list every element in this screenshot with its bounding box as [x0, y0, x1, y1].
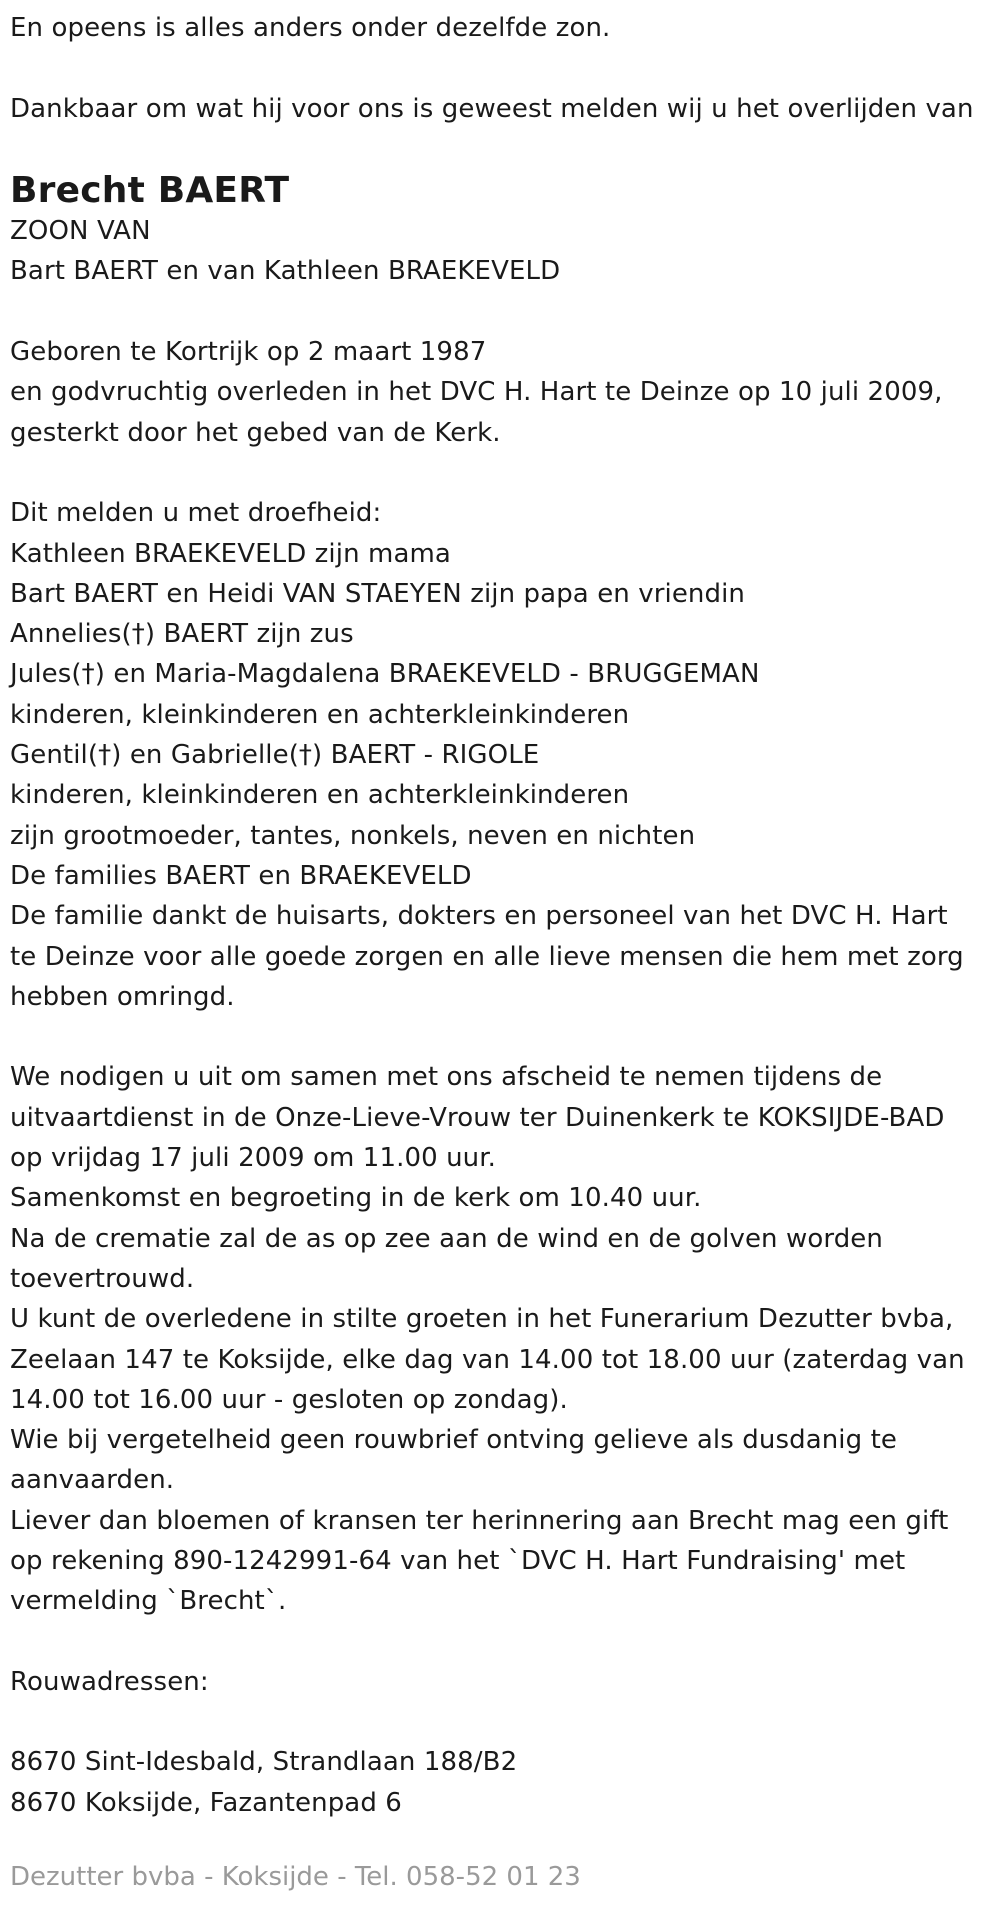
spacer	[10, 292, 990, 332]
service-line: We nodigen u uit om samen met ons afscheid te nemen tijdens de	[10, 1062, 883, 1093]
birth-death-line: en godvruchtig overleden in het DVC H. Hart te Deinze op 10 juli 2009,	[10, 377, 943, 408]
family-line: hebben omringd.	[10, 981, 235, 1012]
family-line: zijn grootmoeder, tantes, nonkels, neven en nichten	[10, 820, 696, 851]
address-item: 8670 Koksijde, Fazantenpad 6	[10, 1787, 402, 1818]
service-line: uitvaartdienst in de Onze-Lieve-Vrouw ter Duinenkerk te KOKSIJDE-BAD	[10, 1102, 945, 1133]
family-line: kinderen, kleinkinderen en achterkleinkinderen	[10, 699, 630, 730]
family-line: kinderen, kleinkinderen en achterkleinkinderen	[10, 780, 630, 811]
spacer	[10, 1622, 990, 1662]
service-line: U kunt de overledene in stilte groeten in het Funerarium Dezutter bvba,	[10, 1304, 954, 1335]
service-line: Wie bij vergetelheid geen rouwbrief ontving gelieve als dusdanig te	[10, 1425, 897, 1456]
service-line: Liever dan bloemen of kransen ter herinnering aan Brecht mag een gift	[10, 1505, 949, 1536]
deceased-parents: Bart BAERT en van Kathleen BRAEKEVELD	[10, 256, 561, 287]
spacer	[10, 129, 990, 169]
family-line: te Deinze voor alle goede zorgen en alle lieve mensen die hem met zorg	[10, 941, 964, 972]
addresses-heading: Rouwadressen:	[10, 1666, 209, 1697]
service-line: Zeelaan 147 te Koksijde, elke dag van 14.00 tot 18.00 uur (zaterdag van	[10, 1344, 965, 1375]
spacer	[10, 1017, 990, 1057]
family-line: Gentil(†) en Gabrielle(†) BAERT - RIGOLE	[10, 740, 540, 771]
service-line: vermelding `Brecht`.	[10, 1586, 287, 1617]
deceased-relation: ZOON VAN	[10, 216, 151, 247]
family-line: Bart BAERT en Heidi VAN STAEYEN zijn papa en vriendin	[10, 578, 746, 609]
service-line: Samenkomst en begroeting in de kerk om 10.40 uur.	[10, 1183, 702, 1214]
service-line: 14.00 tot 16.00 uur - gesloten op zondag).	[10, 1384, 568, 1415]
birth-death-line: gesterkt door het gebed van de Kerk.	[10, 417, 501, 448]
intro-line: Dankbaar om wat hij voor ons is geweest melden wij u het overlijden van	[10, 93, 974, 124]
address-item: 8670 Sint-Idesbald, Strandlaan 188/B2	[10, 1747, 518, 1778]
spacer	[10, 1702, 990, 1742]
family-line: Dit melden u met droefheid:	[10, 498, 382, 529]
birth-death-line: Geboren te Kortrijk op 2 maart 1987	[10, 337, 487, 368]
family-line: Annelies(†) BAERT zijn zus	[10, 619, 354, 650]
service-line: op rekening 890-1242991-64 van het `DVC H. Hart Fundraising' met	[10, 1545, 906, 1576]
intro-line: En opeens is alles anders onder dezelfde zon.	[10, 13, 611, 43]
family-line: De families BAERT en BRAEKEVELD	[10, 860, 472, 891]
spacer	[10, 48, 990, 88]
spacer	[10, 453, 990, 493]
service-line: toevertrouwd.	[10, 1263, 195, 1294]
service-line: op vrijdag 17 juli 2009 om 11.00 uur.	[10, 1143, 497, 1174]
service-line: aanvaarden.	[10, 1465, 175, 1496]
family-line: Jules(†) en Maria-Magdalena BRAEKEVELD - BRUGGEMAN	[10, 659, 760, 690]
family-line: De familie dankt de huisarts, dokters en personeel van het DVC H. Hart	[10, 901, 948, 932]
funeral-home-footer: Dezutter bvba - Koksijde - Tel. 058-52 01 23	[10, 1862, 581, 1892]
family-line: Kathleen BRAEKEVELD zijn mama	[10, 538, 451, 569]
service-line: Na de crematie zal de as op zee aan de wind en de golven worden	[10, 1223, 883, 1254]
deceased-name: Brecht BAERT	[10, 170, 290, 212]
